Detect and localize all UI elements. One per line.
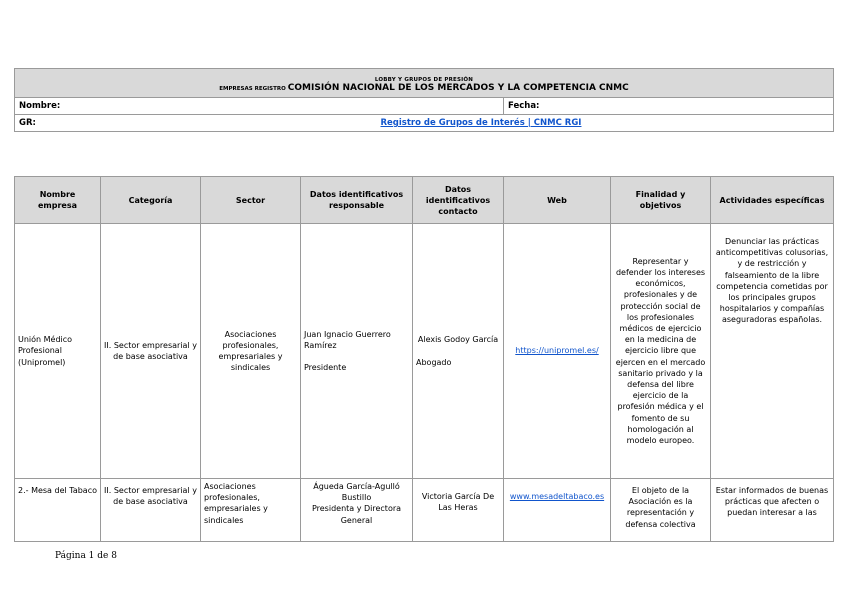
cell-web [504, 224, 611, 479]
page-number: Página 1 de 8 [55, 551, 117, 561]
cell-sector: Asociaciones profesionales, empresariales y sindicales [201, 224, 301, 479]
cell-finalidad: Representar y defender los intereses económicos, profesionales y de protección social de los profesionales médicos de ejercicio en la medicina de ejercicio libre que ejercen en el mercado sanitario privado y la defensa del libre ejercicio de la profesión médica y el fomento de su homologación al modelo europeo. [611, 224, 711, 479]
cell-sector: Asociaciones profesionales, empresariales y sindicales [201, 479, 301, 542]
gr-link-cell [380, 115, 834, 132]
lobby-table [14, 176, 834, 542]
cell-nombre: Unión Médico Profesional (Unipromel) [15, 224, 101, 479]
col-header-categoria: Categoría [101, 177, 201, 224]
header-line2 [15, 83, 833, 95]
gr-link[interactable]: Registro de Grupos de Interés | CNMC RGI [380, 118, 582, 128]
responsable-cargo: Presidente [304, 363, 347, 373]
col-header-web: Web [504, 177, 611, 224]
table-row [15, 224, 834, 479]
col-header-contacto: Datos identificativos contacto [413, 177, 504, 224]
gr-label: GR: [15, 115, 504, 132]
col-header-finalidad: Finalidad y objetivos [611, 177, 711, 224]
cell-actividades: Denunciar las prácticas anticompetitivas colusorias, y de restricción y falseamiento de la libre competencia cometidas por los principales grupos hospitalarios y compañías aseguradoras españolas. [711, 224, 834, 479]
cell-categoria: II. Sector empresarial y de base asociativa [101, 224, 201, 479]
cell-responsable [301, 224, 413, 479]
cell-contacto: Victoria García De Las Heras [413, 479, 504, 542]
finalidad-text: El objeto de la Asociación es la representación y defensa colectiva [625, 486, 696, 529]
header-line2-main: COMISIÓN NACIONAL DE LOS MERCADOS Y LA COMPETENCIA CNMC [287, 83, 629, 93]
col-header-sector: Sector [201, 177, 301, 224]
responsable-nombre: Águeda García-Agulló Bustillo [313, 482, 400, 503]
fecha-label: Fecha: [504, 98, 834, 115]
header-table [14, 68, 834, 132]
col-header-actividades: Actividades específicas [711, 177, 834, 224]
responsable-cargo: Presidenta y Directora General [311, 504, 402, 525]
table-row [15, 479, 834, 542]
cell-responsable [301, 479, 413, 542]
web-link[interactable]: www.mesadeltabaco.es [509, 492, 605, 501]
contacto-nombre: Alexis Godoy García [417, 335, 499, 345]
cell-categoria: II. Sector empresarial y de base asociativa [101, 479, 201, 542]
cell-actividades [711, 479, 834, 542]
responsable-nombre: Juan Ignacio Guerrero Ramírez [304, 329, 391, 350]
cell-web [504, 479, 611, 542]
header-line2-prefix: EMPRESAS REGISTRO [219, 86, 286, 92]
actividades-text: Estar informados de buenas prácticas que afecten o puedan interesar a las [715, 486, 829, 518]
contacto-cargo: Abogado [416, 357, 452, 367]
table-header-row [15, 177, 834, 224]
nombre-label: Nombre: [15, 98, 504, 115]
header-title [15, 69, 834, 98]
col-header-nombre: Nombre empresa [15, 177, 101, 224]
cell-nombre: 2.- Mesa del Tabaco [15, 479, 101, 542]
col-header-responsable: Datos identificativos responsable [301, 177, 413, 224]
cell-contacto [413, 224, 504, 479]
header-line1: LOBBY Y GRUPOS DE PRESIÓN [374, 77, 474, 83]
web-link[interactable]: https://unipromel.es/ [515, 346, 599, 356]
cell-finalidad [611, 479, 711, 542]
